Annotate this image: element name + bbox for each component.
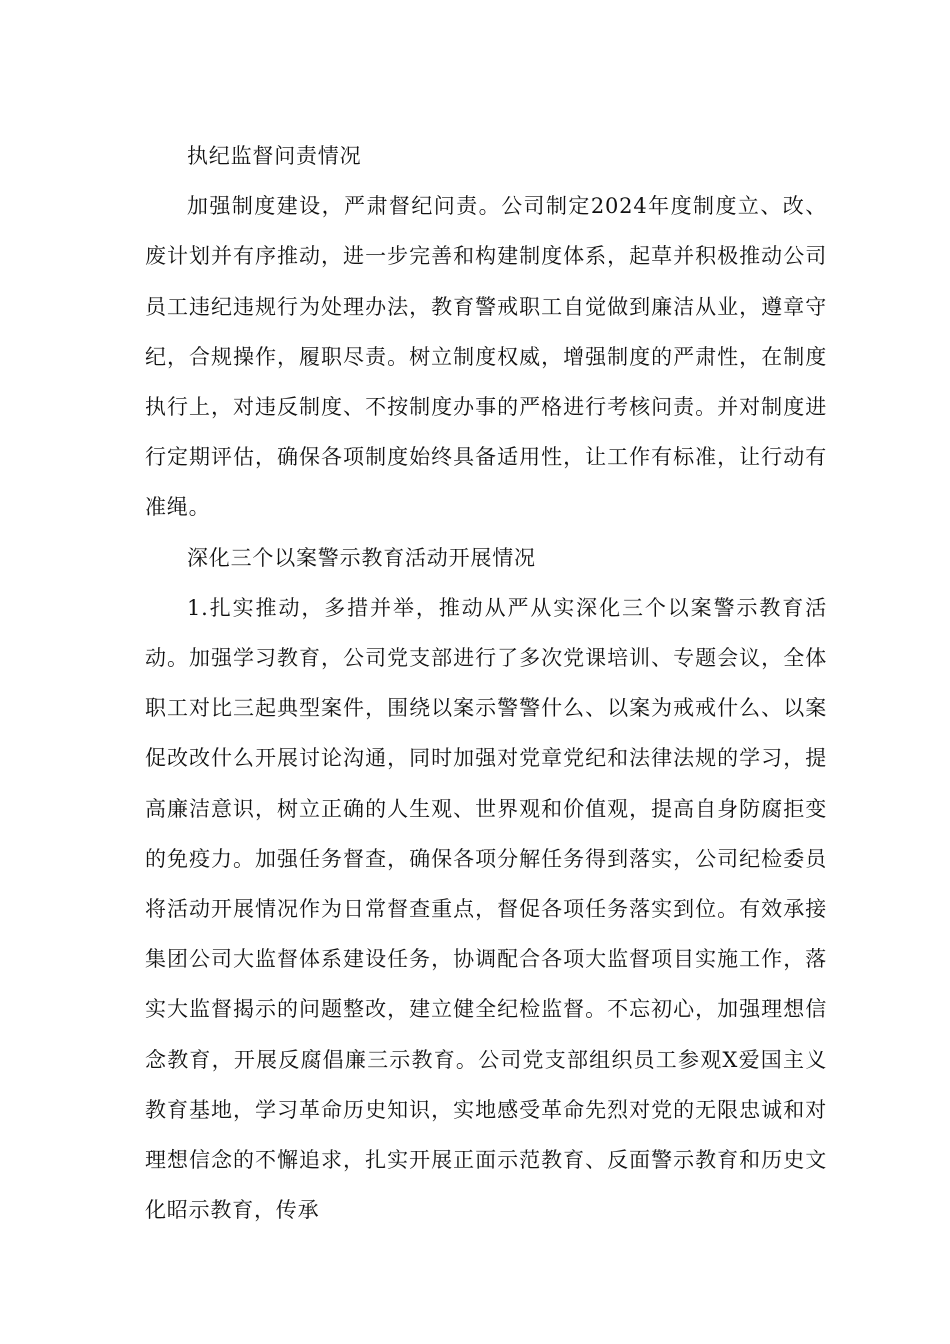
section-heading-discipline: 执纪监督问责情况 — [187, 144, 362, 168]
paragraph-system-building: 加强制度建设，严肃督纪问责。公司制定2024年度制度立、改、废计划并有序推动，进一步完善和构建制度体系，起草并积极推动公司员工违纪违规行为处理办法，教育警戒职工自觉做到廉洁从业，遵章守纪，合规操作，履职尽责。树立制度权威，增强制度的严肃性，在制度执行上，对违反制度、不按制度办事的严格进行考核问责。并对制度进行定期评估，确保各项制度始终具备适用性，让工作有标准，让行动有准绳。 — [145, 194, 827, 520]
paragraph-warning-education: 1.扎实推动，多措并举，推动从严从实深化三个以案警示教育活动。加强学习教育，公司党支部进行了多次党课培训、专题会议，全体职工对比三起典型案件，围绕以案示警警什么、以案为戒戒什么、以案促改改什么开展讨论沟通，同时加强对党章党纪和法律法规的学习，提高廉洁意识，树立正确的人生观、世界观和价值观，提高自身防腐拒变的免疫力。加强任务督查，确保各项分解任务得到落实，公司纪检委员将活动开展情况作为日常督查重点，督促各项任务落实到位。有效承接集团公司大监督体系建设任务，协调配合各项大监督项目实施工作，落实大监督揭示的问题整改，建立健全纪检监督。不忘初心，加强理想信念教育，开展反腐倡廉三示教育。公司党支部组织员工参观X爱国主义教育基地，学习革命历史知识，实地感受革命先烈对党的无限忠诚和对理想信念的不懈追求，扎实开展正面示范教育、反面警示教育和历史文化昭示教育，传承 — [145, 595, 827, 1223]
section-heading-warning-education: 深化三个以案警示教育活动开展情况 — [187, 545, 536, 570]
document-body — [145, 131, 827, 1235]
